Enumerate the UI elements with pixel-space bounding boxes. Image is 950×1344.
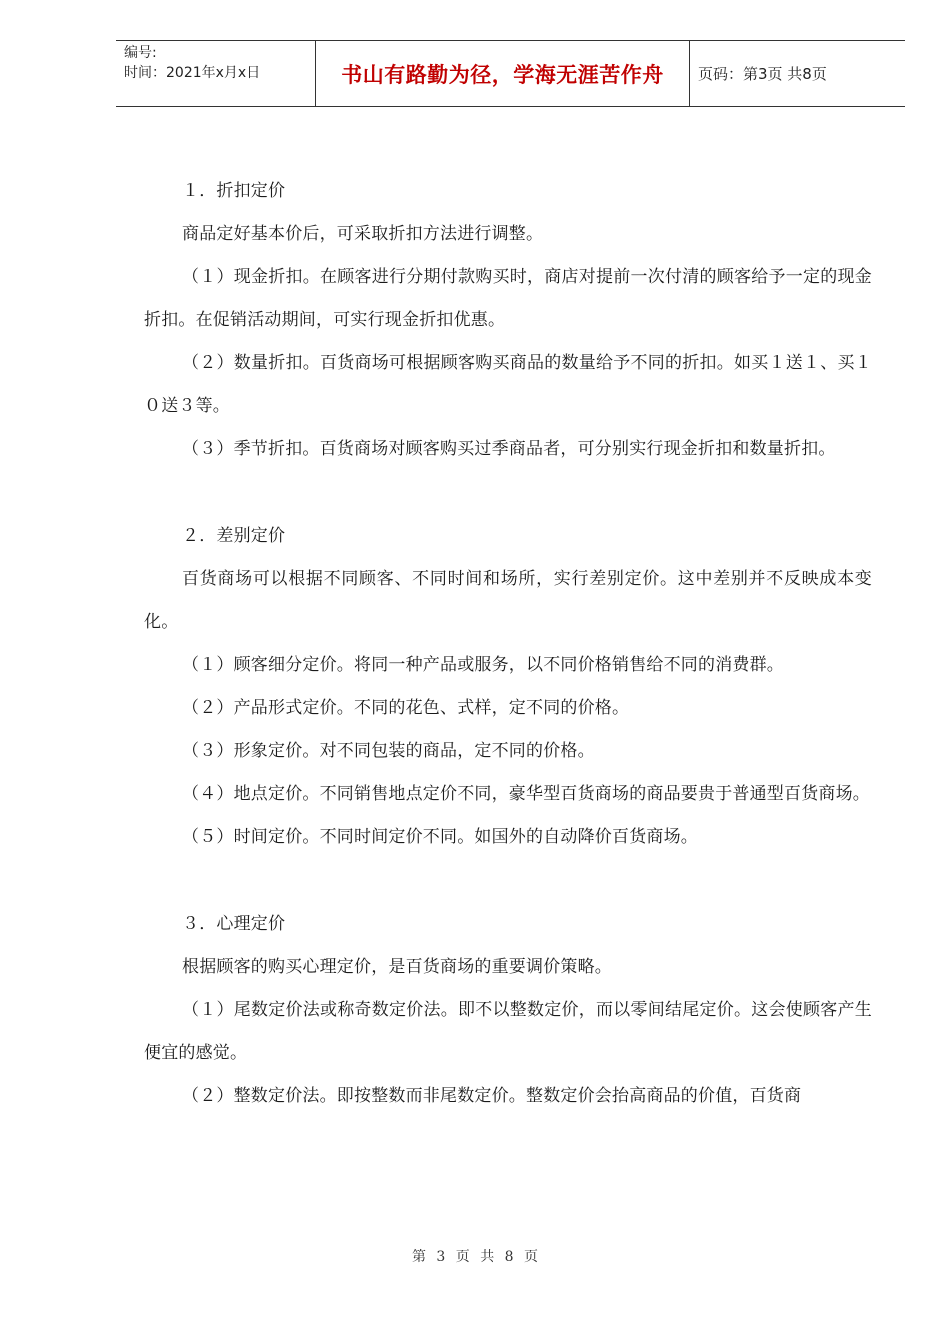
paragraph: （１）现金折扣。在顾客进行分期付款购买时，商店对提前一次付清的顾客给予一定的现金折扣。在促销活动期间，可实行现金折扣优惠。 [144,267,872,330]
section-differential-pricing [144,515,872,859]
paragraph: 商品定好基本价后，可采取折扣方法进行调整。 [182,224,544,244]
page-footer: 第 3 页 共 8 页 [411,1249,539,1265]
header-page-info: 页码：第3页 共8页 [698,65,827,83]
page-header [116,40,905,107]
paragraph: 根据顾客的购买心理定价，是百货商场的重要调价策略。 [182,957,612,977]
section-psychological-pricing [144,903,872,1118]
paragraph: （２）产品形式定价。不同的花色、式样，定不同的价格。 [182,698,630,718]
paragraph: （１）尾数定价法或称奇数定价法。即不以整数定价，而以零间结尾定价。这会使顾客产生便宜的感觉。 [144,1000,872,1063]
document-body [144,170,872,1118]
paragraph: （３）形象定价。对不同包装的商品，定不同的价格。 [182,741,595,761]
section-heading: ２．差别定价 [182,526,286,546]
section-discount-pricing [144,170,872,471]
paragraph: （３）季节折扣。百货商场对顾客购买过季商品者，可分别实行现金折扣和数量折扣。 [182,439,836,459]
paragraph: 百货商场可以根据不同顾客、不同时间和场所，实行差别定价。这中差别并不反映成本变化。 [144,569,872,632]
paragraph: （１）顾客细分定价。将同一种产品或服务，以不同价格销售给不同的消费群。 [182,655,784,675]
paragraph: （５）时间定价。不同时间定价不同。如国外的自动降价百货商场。 [182,827,698,847]
section-spacer [144,471,872,515]
paragraph: （４）地点定价。不同销售地点定价不同，豪华型百货商场的商品要贵于普通型百货商场。 [182,784,870,804]
serial-label: 编号: [124,45,157,61]
section-spacer [144,859,872,903]
header-motto: 书山有路勤为径，学海无涯苦作舟 [316,41,690,106]
section-heading: ３．心理定价 [182,914,286,934]
paragraph: （２）整数定价法。即按整数而非尾数定价。整数定价会抬高商品的价值，百货商 [182,1086,802,1106]
time-label: 时间：2021年x月x日 [124,65,261,81]
section-heading: １．折扣定价 [182,181,286,201]
paragraph: （２）数量折扣。百货商场可根据顾客购买商品的数量给予不同的折扣。如买１送１、买１０送３等。 [144,353,872,416]
header-meta [116,41,316,106]
